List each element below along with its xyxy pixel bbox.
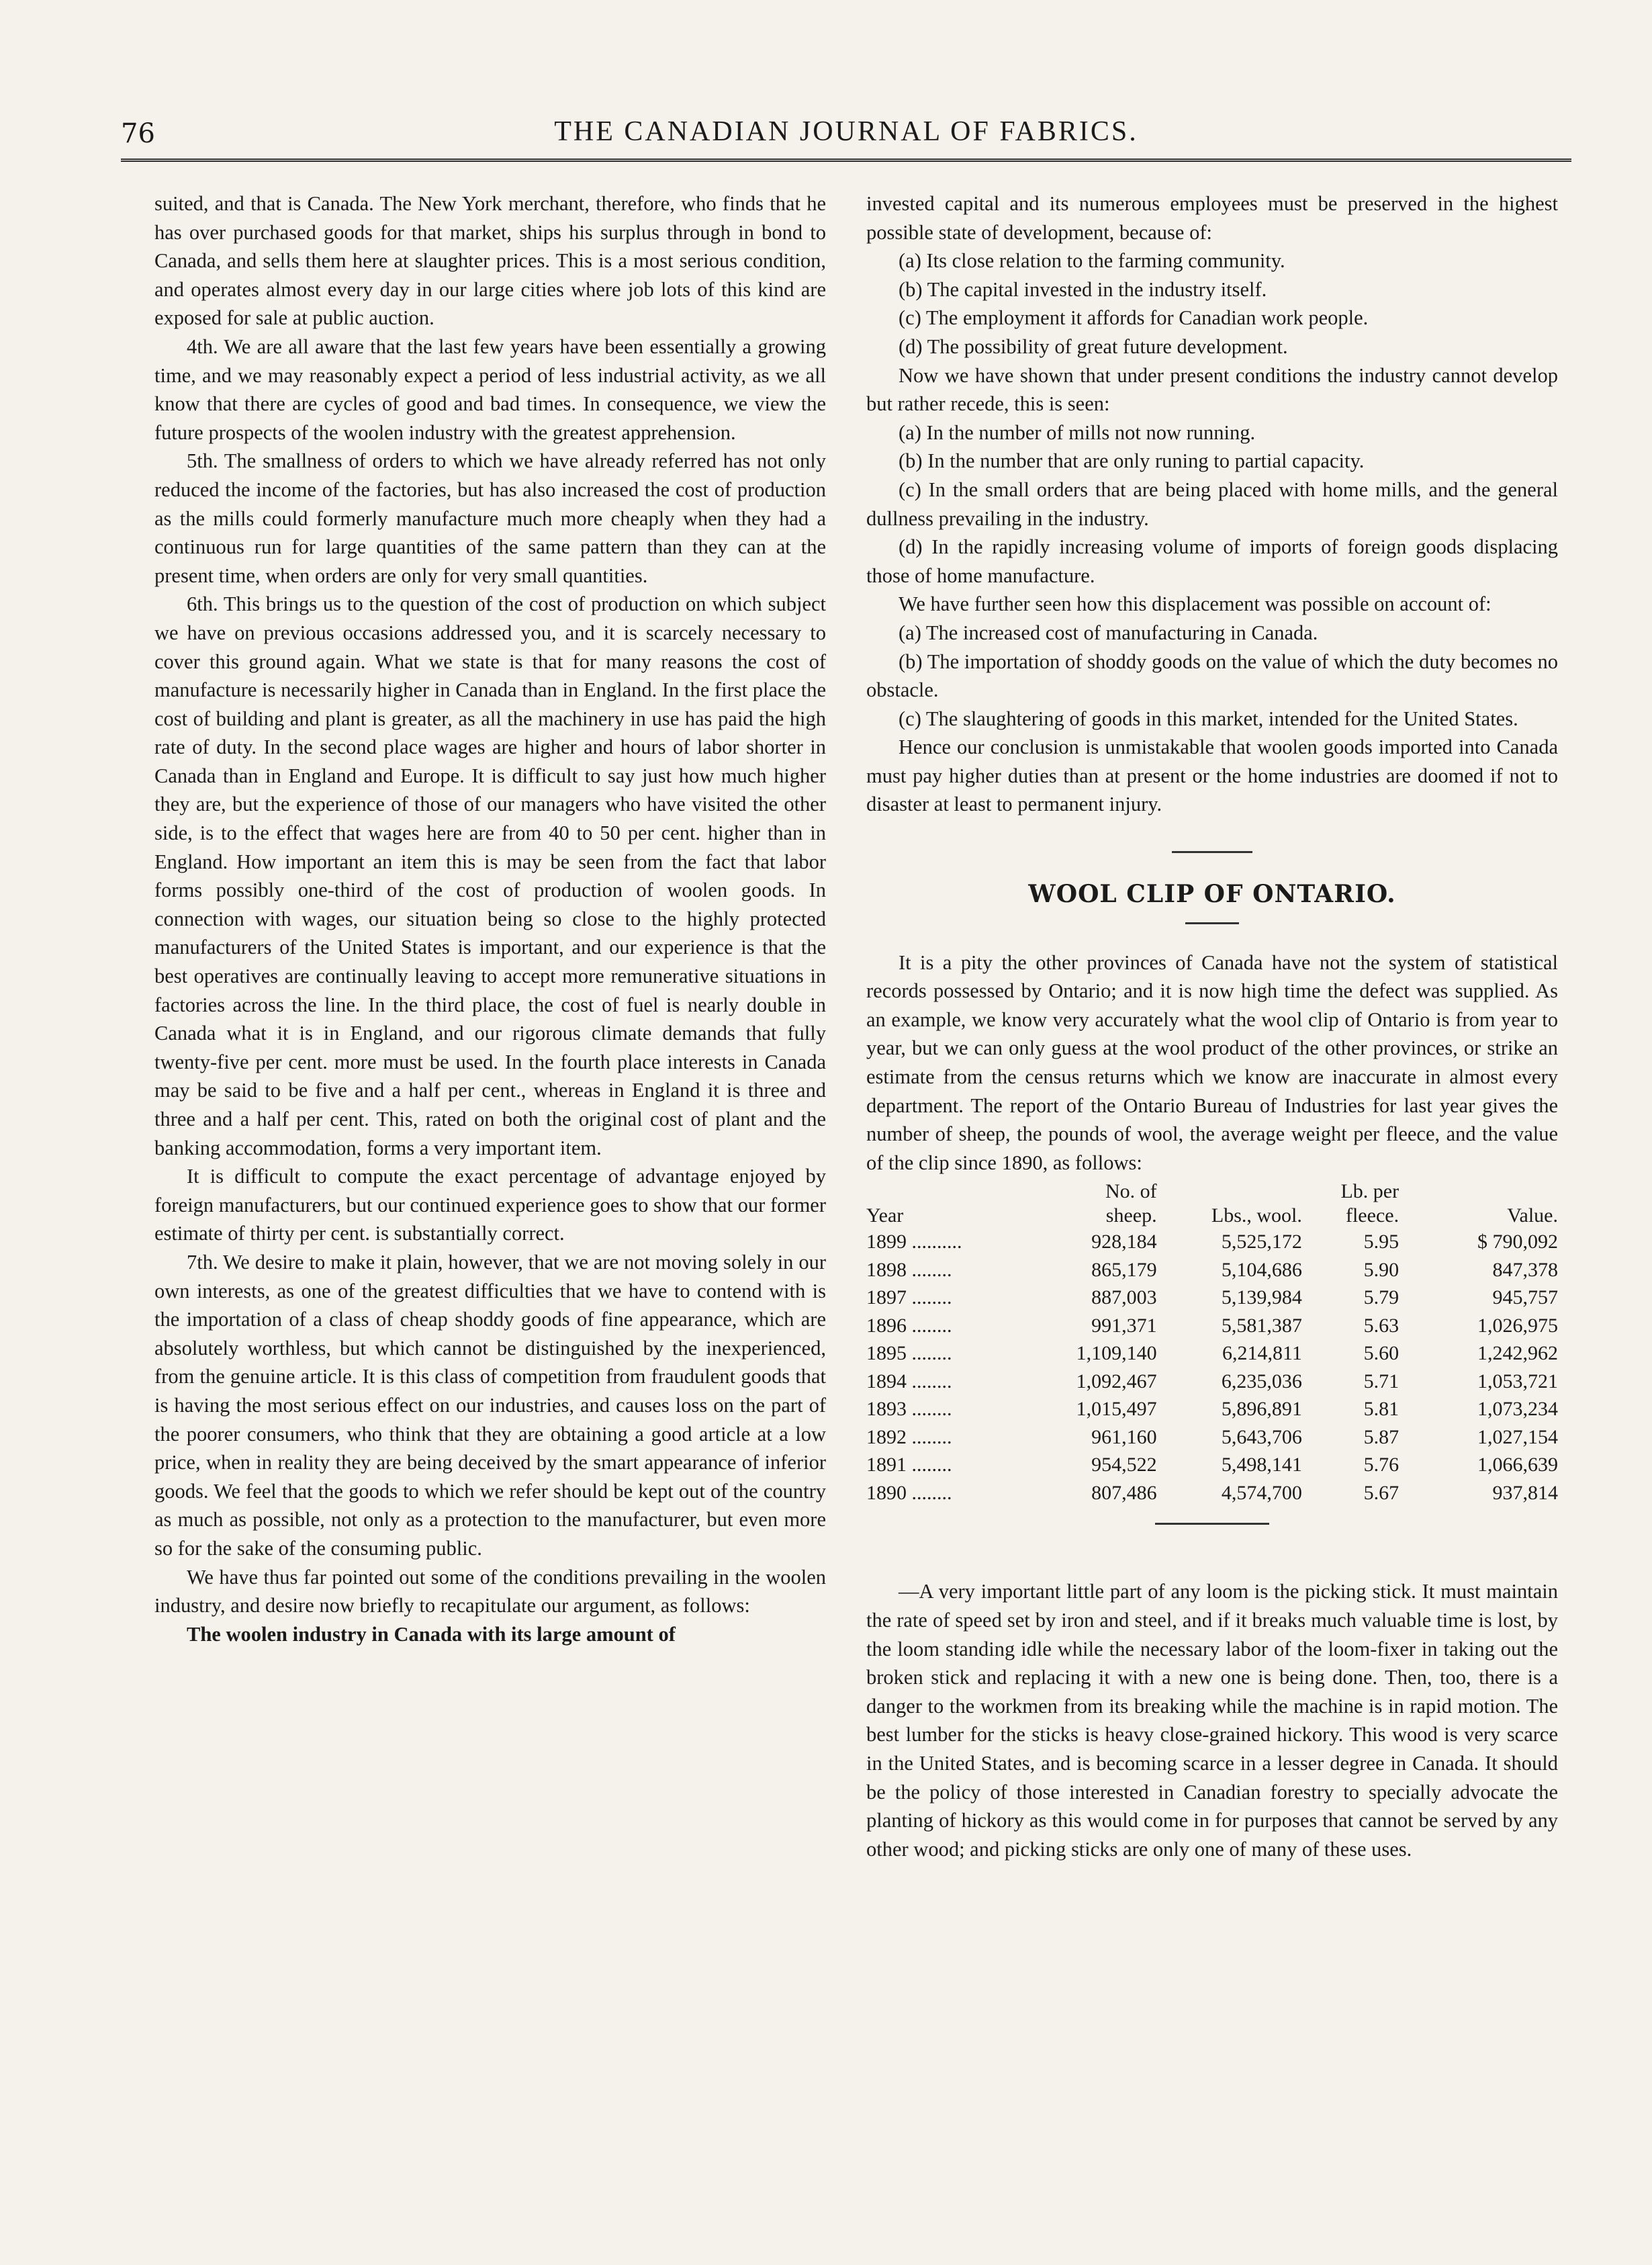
cell-lb-per-fleece: 5.76	[1363, 1454, 1399, 1476]
table-row	[866, 1312, 1558, 1340]
cell-lbs-wool: 5,643,706	[1221, 1425, 1302, 1448]
cell-value: 1,242,962	[1477, 1342, 1558, 1365]
list-item: (b) The capital invested in the industry itself.	[899, 277, 1267, 301]
list-item: (a) In the number of mills not now running.	[899, 420, 1256, 444]
cell-year: 1895 ........	[866, 1342, 952, 1365]
journal-title: THE CANADIAN JOURNAL OF FABRICS.	[554, 116, 1138, 147]
cell-value: 1,066,639	[1477, 1454, 1558, 1476]
cell-lb-per-fleece: 5.71	[1363, 1370, 1399, 1392]
table-row	[866, 1368, 1558, 1396]
section-title: WOOL CLIP OF ONTARIO.	[1028, 880, 1396, 909]
table-row	[866, 1339, 1558, 1368]
cell-lb-per-fleece: 5.63	[1363, 1314, 1399, 1337]
page-header	[121, 113, 1571, 160]
paragraph: Now we have shown that under present conditions the industry cannot develop but rather recede, this is seen:	[866, 363, 1558, 416]
cell-lbs-wool: 5,498,141	[1221, 1454, 1302, 1476]
list-item: (b) The importation of shoddy goods on the value of which the duty becomes no obstacle.	[866, 650, 1558, 702]
cell-year: 1899 ..........	[866, 1231, 962, 1253]
cell-sheep: 1,092,467	[1076, 1370, 1157, 1392]
cell-year: 1897 ........	[866, 1286, 952, 1309]
cell-lbs-wool: 6,214,811	[1222, 1342, 1302, 1365]
cell-value: 937,814	[1492, 1481, 1558, 1504]
column-header-year: Year	[866, 1204, 904, 1227]
cell-year: 1898 ........	[866, 1258, 952, 1281]
right-column	[866, 189, 1558, 1863]
list-item: (d) The possibility of great future development.	[899, 335, 1288, 358]
list-item: (a) Its close relation to the farming community.	[899, 249, 1285, 273]
cell-sheep: 887,003	[1091, 1286, 1157, 1309]
cell-lbs-wool: 5,525,172	[1221, 1231, 1302, 1253]
cell-sheep: 954,522	[1091, 1454, 1157, 1476]
paragraph: We have further seen how this displacement was possible on account of:	[899, 592, 1492, 616]
cell-lb-per-fleece: 5.60	[1363, 1342, 1399, 1365]
paragraph: It is difficult to compute the exact percentage of advantage enjoyed by foreign manufacturers, but our continued experience goes to show that our former estimate of thirty per cent. is substantially correct.	[154, 1165, 826, 1245]
cell-lbs-wool: 6,235,036	[1221, 1370, 1302, 1392]
cell-sheep: 1,015,497	[1076, 1398, 1157, 1421]
table-row	[866, 1479, 1558, 1507]
cell-value: 1,053,721	[1477, 1370, 1558, 1392]
paragraph: suited, and that is Canada. The New York merchant, therefore, who finds that he has over purchased goods for that market, ships his surplus through in bond to Canada, and sells them here at slaughter prices. This is a most serious condition, and operates almost every day in our large cities where job lots of this kind are exposed for sale at public auction.	[154, 192, 826, 330]
paragraph: —A very important little part of any loom is the picking stick. It must maintain the rate of speed set by iron and steel, and if it breaks much valuable time is lost, by the loom standing idle while the necessary labor of the loom-fixer in taking out the broken stick and replacing it with a new one is being done. Then, too, there is a danger to the workmen from its breaking while the machine is in rapid motion. The best lumber for the sticks is heavy close-grained hickory. This wood is very scarce in the United States, and is becoming scarce in a lesser degree in Canada. It should be the policy of those interested in Canadian forestry to specially advocate the planting of hickory as this would come in for purposes that cannot be served by any other wood; and picking sticks are only one of many of these uses.	[866, 1580, 1558, 1861]
cell-lbs-wool: 5,581,387	[1221, 1314, 1302, 1337]
cell-value: 1,027,154	[1477, 1425, 1558, 1448]
cell-lbs-wool: 5,139,984	[1221, 1286, 1302, 1309]
table-row	[866, 1256, 1558, 1284]
title-rule	[1185, 922, 1239, 924]
cell-value: 945,757	[1492, 1286, 1558, 1309]
cell-value: 847,378	[1492, 1258, 1558, 1281]
header-rule	[121, 159, 1571, 162]
table-row	[866, 1395, 1558, 1423]
table-row	[866, 1284, 1558, 1312]
list-item: (c) The slaughtering of goods in this market, intended for the United States.	[899, 707, 1518, 730]
cell-lbs-wool: 4,574,700	[1221, 1481, 1302, 1504]
paragraph: The woolen industry in Canada with its large amount of	[187, 1622, 676, 1646]
list-item: (c) The employment it affords for Canadian work people.	[899, 306, 1369, 330]
table-end-rule	[1155, 1523, 1269, 1525]
paragraph: 6th. This brings us to the question of the cost of production on which subject we have on previous occasions addressed you, and it is scarcely necessary to cover this ground again. What we state is that for many reasons the cost of manufacture is necessarily higher in Canada than in England. In the first place the cost of building and plant is greater, as all the machinery in use has paid the high rate of duty. In the second place wages are higher and hours of labor shorter in Canada than in England and Europe. It is difficult to say just how much higher they are, but the experience of those of our managers who have visited the other side, is to the effect that wages here are from 40 to 50 per cent. higher than in England. How important an item this is may be seen from the fact that labor forms possibly one-third of the cost of production of woolen goods. In connection with wages, our situation being so close to the highly protected manufacturers of the United States is important, and our experience is that the best operatives are continually leaving to accept more remunerative situations in factories across the line. In the third place, the cost of fuel is nearly double in Canada what it is in England, and our rigorous climate demands that fully twenty-five per cent. more must be used. In the fourth place interests in Canada may be said to be five and a half per cent., whereas in England it is three and three and a half per cent. This, rated on both the original cost of plant and the banking accommodation, forms a very important item.	[154, 592, 826, 1159]
cell-year: 1894 ........	[866, 1370, 952, 1392]
cell-year: 1896 ........	[866, 1314, 952, 1337]
cell-sheep: 865,179	[1091, 1258, 1157, 1281]
cell-year: 1892 ........	[866, 1425, 952, 1448]
paragraph: 4th. We are all aware that the last few years have been essentially a growing time, and we may reasonably expect a period of less industrial activity, as we all know that there are cycles of good and bad times. In consequence, we view the future prospects of the woolen industry with the greatest apprehension.	[154, 335, 826, 444]
cell-value: 1,026,975	[1477, 1314, 1558, 1337]
left-column	[154, 189, 826, 1648]
paragraph: 5th. The smallness of orders to which we have already referred has not only reduced the income of the factories, but has also increased the cost of production as the mills could formerly manufacture much more cheaply when they had a continuous run for large quantities of the same pattern than they can at the present time, when orders are only for very small quantities.	[154, 449, 826, 587]
column-header	[1157, 1180, 1302, 1204]
cell-lb-per-fleece: 5.79	[1363, 1286, 1399, 1309]
column-header: Lb. per	[1340, 1180, 1399, 1203]
cell-sheep: 928,184	[1091, 1231, 1157, 1253]
column-header	[1399, 1180, 1558, 1204]
cell-lbs-wool: 5,104,686	[1221, 1258, 1302, 1281]
column-header	[866, 1180, 1053, 1204]
paragraph: 7th. We desire to make it plain, however, that we are not moving solely in our own interests, as one of the greatest difficulties that we have to contend with is the importation of a class of cheap shoddy goods of fine appearance, which are absolutely worthless, but which cannot be distinguished by the inexperienced, from the genuine article. It is this class of competition from fraudulent goods that is having the most serious effect on our industries, and causes loss on the part of the poorer consumers, who think that they are obtaining a good article at a low price, when in reality they are being deceived by the smart appearance of inferior goods. We feel that the goods to which we refer should be kept out of the country as much as possible, not only as a protection to the manufacturer, but even more so for the sake of the consuming public.	[154, 1250, 826, 1560]
cell-lb-per-fleece: 5.81	[1363, 1398, 1399, 1421]
paragraph: Hence our conclusion is unmistakable that woolen goods imported into Canada must pay higher duties than at present or the home industries are doomed if not to disaster at least to permanent injury.	[866, 736, 1558, 816]
table-header-row	[866, 1180, 1558, 1204]
cell-sheep: 991,371	[1091, 1314, 1157, 1337]
column-header-lb-per-fleece: fleece.	[1345, 1204, 1399, 1227]
table-header-row	[866, 1204, 1558, 1228]
cell-lb-per-fleece: 5.90	[1363, 1258, 1399, 1281]
table-row	[866, 1451, 1558, 1479]
cell-lb-per-fleece: 5.87	[1363, 1425, 1399, 1448]
column-header-lbs-wool: Lbs., wool.	[1211, 1204, 1302, 1227]
table-body	[866, 1228, 1558, 1507]
cell-value: $ 790,092	[1477, 1231, 1558, 1253]
section-separator	[1172, 851, 1252, 853]
list-item: (c) In the small orders that are being placed with home mills, and the general dullness prevailing in the industry.	[866, 478, 1558, 530]
paragraph: It is a pity the other provinces of Canada have not the system of statistical records possessed by Ontario; and it is now high time the defect was supplied. As an example, we know very accurately what the wool clip of Ontario is from year to year, but we can only guess at the wool product of the other provinces, or strike an estimate from the census returns which we know are inaccurate in almost every department. The report of the Ontario Bureau of Industries for last year gives the number of sheep, the pounds of wool, the average weight per fleece, and the value of the clip since 1890, as follows:	[866, 950, 1558, 1174]
cell-sheep: 807,486	[1091, 1481, 1157, 1504]
cell-sheep: 1,109,140	[1076, 1342, 1157, 1365]
paragraph: We have thus far pointed out some of the conditions prevailing in the woolen industry, and desire now briefly to recapitulate our argument, as follows:	[154, 1565, 826, 1617]
table-row	[866, 1423, 1558, 1452]
column-header: No. of	[1105, 1180, 1157, 1203]
cell-lb-per-fleece: 5.95	[1363, 1231, 1399, 1253]
page-number: 76	[121, 118, 155, 149]
cell-year: 1893 ........	[866, 1398, 952, 1421]
paragraph: invested capital and its numerous employees must be preserved in the highest possible state of development, because of:	[866, 192, 1558, 244]
list-item: (d) In the rapidly increasing volume of imports of foreign goods displacing those of home manufacture.	[866, 535, 1558, 587]
table-row	[866, 1228, 1558, 1256]
cell-value: 1,073,234	[1477, 1398, 1558, 1421]
cell-sheep: 961,160	[1091, 1425, 1157, 1448]
cell-lb-per-fleece: 5.67	[1363, 1481, 1399, 1504]
cell-year: 1891 ........	[866, 1454, 952, 1476]
cell-year: 1890 ........	[866, 1481, 952, 1504]
list-item: (b) In the number that are only runing to partial capacity.	[899, 449, 1365, 473]
list-item: (a) The increased cost of manufacturing in Canada.	[899, 621, 1318, 644]
column-header-sheep: sheep.	[1105, 1204, 1157, 1227]
wool-clip-table	[866, 1180, 1558, 1507]
cell-lbs-wool: 5,896,891	[1221, 1398, 1302, 1421]
column-header-value: Value.	[1507, 1204, 1558, 1227]
